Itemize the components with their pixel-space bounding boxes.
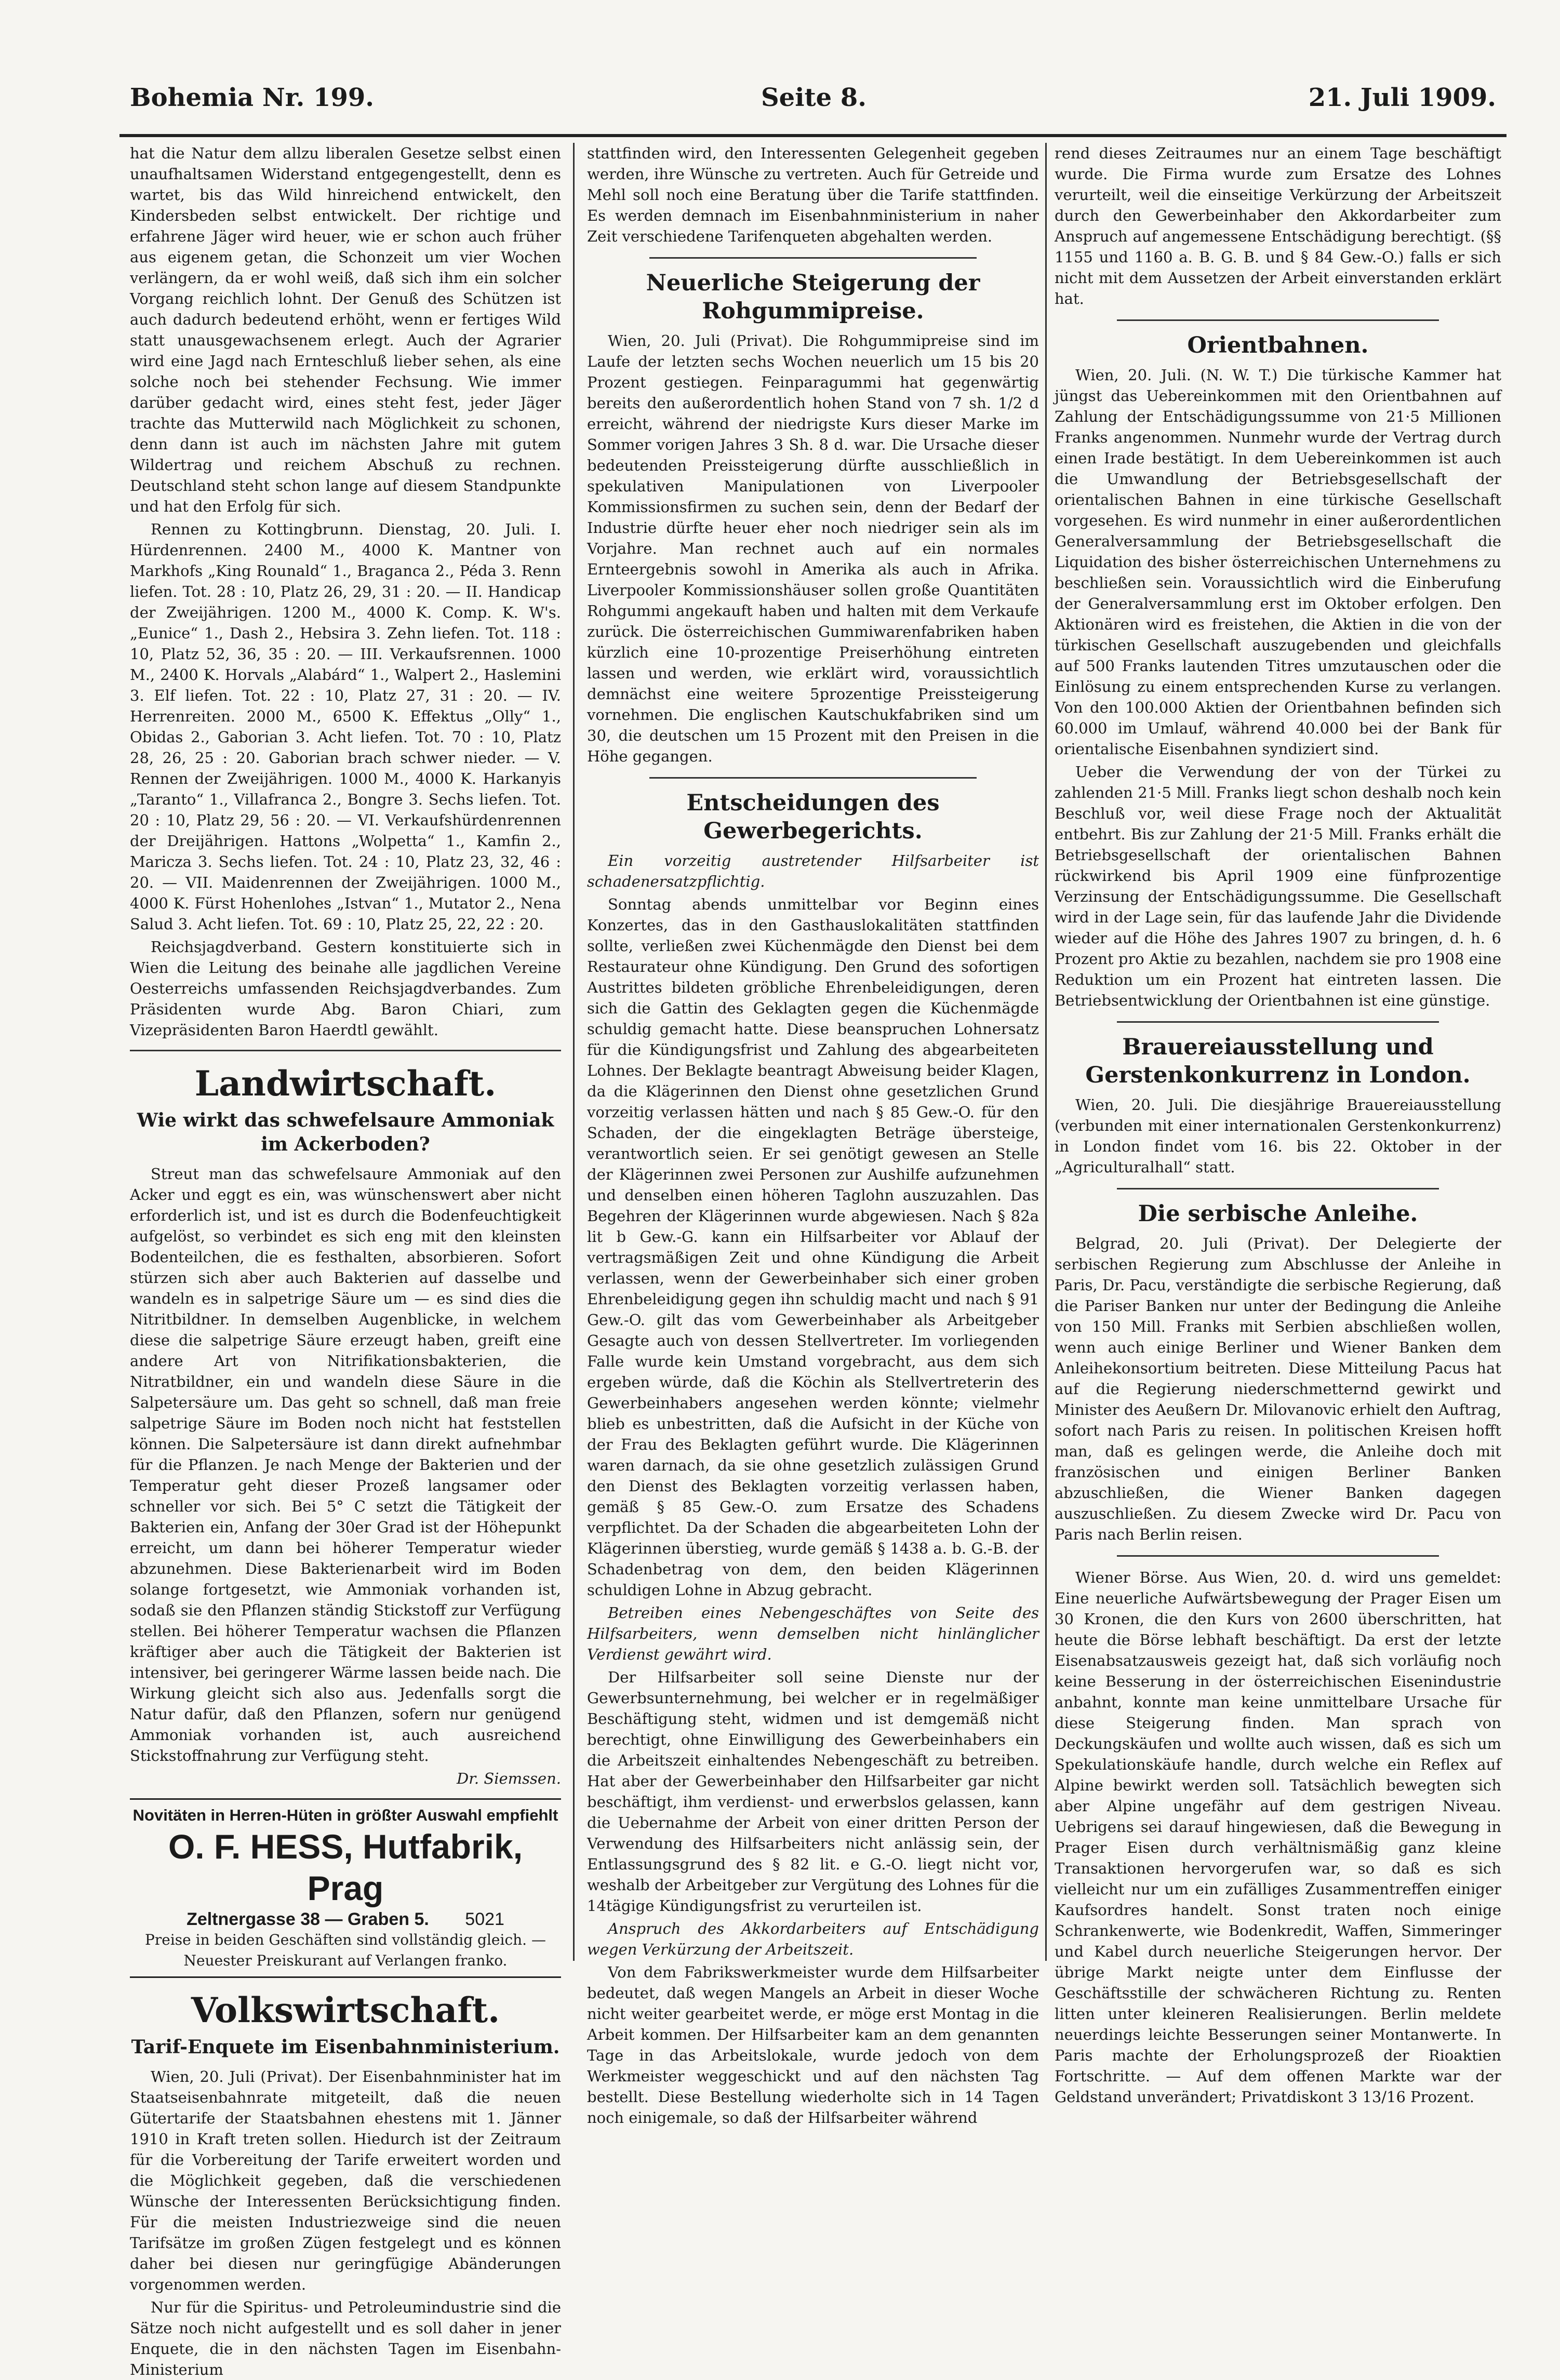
court-case-2-body: Der Hilfsarbeiter soll seine Dienste nur der Gewerbsunternehmung, bei welcher er in regelmäßiger Beschäftigung steht, widmen und ist demgemäß nicht berechtigt, ohne Einwilligung des Gewerbeinhabers ein die Arbeitszeit einhaltendes Nebengeschäft zu betreiben. Hat aber der Gewerbeinhaber den Hilfsarbeiter gar nicht beschäftigt, ihm verdienst- und erwerbslos gelassen, kann die Uebernahme der Arbeit von einer dritten Person der Verwendung des Hilfsarbeiters nicht anlässig sein, der Entlassungsgrund des § 82 lit. e G.-O. liegt nicht vor, weshalb der Arbeitgeber zur Vergütung des Lohnes für die 14tägige Kündigungsfrist zu verurteilen ist. <box>587 1668 1039 1915</box>
divider <box>649 257 977 259</box>
court-case-2-title: Betreiben eines Nebengeschäftes von Seite des Hilfsarbeiters, wenn demselben nicht hinlänglicher Verdienst gewährt wird. <box>587 1604 1039 1663</box>
article-title-ammonia: Wie wirkt das schwefelsaure Ammoniak im Ackerboden? <box>137 1109 554 1155</box>
page-header <box>130 83 1496 130</box>
divider <box>130 1050 561 1051</box>
race-results: Rennen zu Kottingbrunn. Dienstag, 20. Juli. I. Hürdenrennen. 2400 M., 4000 K. Mantner von Markhofs „King Rounald“ 1., Braganca 2., Péda 3. Renn liefen. Tot. 28 : 10, Platz 26, 29, 31 : 20. — II. Handicap der Zweijährigen. 1200 M., 4000 K. Comp. K. W's. „Eunice“ 1., Dash 2., Hebsira 3. Zehn liefen. Tot. 118 : 10, Platz 52, 36, 35 : 20. — III. Verkaufsrennen. 1000 M., 2400 K. Horvals „Alabárd“ 1., Walpert 2., Haslemini 3. Elf liefen. Tot. 22 : 10, Platz 27, 31 : 20. — IV. Herrenreiten. 2000 M., 6500 K. Effektus „Olly“ 1., Obidas 2., Gaborian 3. Acht liefen. Tot. 70 : 10, Platz 28, 26, 25 : 20. Gaborian brach schwer nieder. — V. Rennen der Zweijährigen. 1000 M., 4000 K. Harkanyis „Taranto“ 1., Villafranca 2., Bongre 3. Sechs liefen. Tot. 20 : 10, Platz 29, 56 : 20. — VI. Verkaufshürdenrennen der Dreijährigen. Hattons „Wolpetta“ 1., Kamfin 2., Maricza 3. Sechs liefen. Tot. 24 : 10, Platz 23, 32, 46 : 20. — VII. Maidenrennen der Zweijährigen. 1000 M., 4000 K. Fürst Hohenlohes „Istvan“ 1., Mutator 2., Nena Salud 3. Acht liefen. Tot. 69 : 10, Platz 25, 22, 22 : 20. <box>130 520 561 933</box>
header-issue: Bohemia Nr. 199. <box>130 83 374 112</box>
divider <box>1117 1555 1439 1557</box>
article-body-vienna-stock-exchange: Wiener Börse. Aus Wien, 20. d. wird uns gemeldet: Eine neuerliche Aufwärtsbewegung der Prager Eisen um 30 Kronen, die den Kurs von 2600 überschritten, hat heute die Börse lebhaft beschäftigt. Da erst der letzte Eisenabsatzausweis gezeigt hat, daß sich vorläufig noch keine Besserung in der österreichischen Eisenindustrie anbahnt, konnte man keine unmittelbare Ursache für diese Steigerung finden. Man sprach von Deckungskäufen und wollte auch wissen, daß es sich um Spekulationskäufe handle, durch welche ein Reflex auf Alpine bewirkt werden soll. Tatsächlich bewegten sich aber Alpine ungefähr auf dem gestrigen Niveau. Uebrigens sei darauf hingewiesen, daß die Bewegung in Prager Eisen durch verhältnismäßig ganz kleine Transaktionen hervorgerufen war, so daß es sich vielleicht nur um ein zufälliges Zusammentreffen einiger Kaufsordres handelt. Sonst traten noch einige Schrankenwerte, wie Bodenkredit, Waffen, Simmeringer und Kabel durch neuerliche Steigerungen hervor. Der übrige Markt neigte unter dem Einflusse der Geschäftsstille der schwächeren Richtung zu. Renten litten unter kleineren Realisierungen. Berlin meldete neuerdings leichte Besserungen seiner Montanwerte. In Paris machte der Erholungsprozeß der Rioaktien Fortschritte. — Auf dem offenen Markte war der Geldstand unverändert; Privatdiskont 3 13/16 Prozent. <box>1055 1569 1501 2106</box>
court-case-3-body: Von dem Fabrikswerkmeister wurde dem Hilfsarbeiter bedeutet, daß wegen Mangels an Arbeit in dieser Woche nicht weiter gearbeitet werde, er möge erst Montag in die Arbeit kommen. Der Hilfsarbeiter kam an dem genannten Tage in das Arbeitslokale, wurde jedoch von dem Werkmeister weggeschickt und auf den nächsten Tag bestellt. Diese Bestellung wiederholte sich in 14 Tagen noch einigemale, so daß der Hilfsarbeiter während <box>587 1963 1039 2127</box>
article-title-court: Entscheidungen des Gewerbegerichts. <box>686 790 940 844</box>
header-rule <box>119 134 1506 137</box>
article-body-serbian-loan: Belgrad, 20. Juli (Privat). Der Delegierte der serbischen Regierung zum Abschlusse der Anleihe in Paris, Dr. Pacu, verständigte die serbische Regierung, daß die Pariser Banken nur unter der Bedingung die Anleihe von 150 Mill. Franks mit Serbien abschließen wollen, wenn auch einige Berliner und Wiener Banken dem Anleihekonsortium beitreten. Diese Mitteilung Pacus hat auf die Regierung niederschmetternd gewirkt und Minister des Aeußern Dr. Milovanovic erhielt den Auftrag, sofort nach Paris zu reisen. In politischen Kreisen hofft man, daß es gelingen werde, die Anleihe doch mit französischen und einigen Berliner Banken abzuschließen, die Wiener Banken dagegen auszuschließen. Zu diesem Zwecke wird Dr. Pacu von Paris nach Berlin reisen. <box>1055 1235 1501 1543</box>
column-1 <box>130 143 561 2378</box>
article-body-tariff: Wien, 20. Juli (Privat). Der Eisenbahnminister hat im Staatseisenbahnrate mitgeteilt, daß die neuen Gütertarife der Staatsbahnen ehestens mit 1. Jänner 1910 in Kraft treten sollen. Hiedurch ist der Zeitraum für die Vorbereitung der Tarife erweitert worden und die Möglichkeit gegeben, daß die verschiedenen Wünsche der Interessenten Berücksichtigung finden. Für die meisten Industriezweige sind die neuen Tarifsätze im großen Zügen festgelegt und es können daher bei diesen nur geringfügige Abänderungen vorgenommen werden. <box>130 2068 561 2293</box>
article-title-rubber: Neuerliche Steigerung der Rohgummipreise. <box>646 270 980 324</box>
court-case-3-title: Anspruch des Akkordarbeiters auf Entschädigung wegen Verkürzung der Arbeitszeit. <box>587 1920 1039 1958</box>
divider <box>1117 319 1439 321</box>
ad-address <box>130 1909 561 1930</box>
court-case-1-title: Ein vorzeitig austretender Hilfsarbeiter ist schadenersatzpflichtig. <box>587 852 1039 890</box>
court-case-1-body: Sonntag abends unmittelbar vor Beginn eines Konzertes, das in den Gasthauslokalitäten stattfinden sollte, verließen zwei Küchenmägde den Dienst bei dem Restaurateur ohne Kündigung. Den Grund des sofortigen Austrittes bildeten gröbliche Ehrenbeleidigungen, deren sich die Gattin des Geklagten gegen die Küchenmägde schuldig gemacht hatte. Diese beanspruchen Lohnersatz für die Kündigungsfrist und Zahlung des abgearbeiteten Lohnes. Der Beklagte beantragt Abweisung beider Klagen, da die Klägerinnen den Dienst ohne gesetzlichen Grund vorzeitig verlassen hätten und nach § 85 Gew.-O. für den Schaden, der die eingeklagten Beträge übersteige, verantwortlich seien. Er sei genötigt gewesen an Stelle der Klägerinnen zwei Personen zur Aushilfe aufzunehmen und denselben einen höheren Taglohn auszuzahlen. Das Begehren der Klägerinnen wurde abgewiesen. Nach § 82a lit b Gew.-G. kann ein Hilfsarbeiter vor Ablauf der vertragsmäßigen Zeit und ohne Kündigung die Arbeit verlassen, wenn der Gewerbeinhaber sich einer groben Ehrenbeleidigung gegen ihn schuldig macht und nach § 91 Gew.-O. gilt das vom Gewerbeinhaber als Arbeitgeber Gesagte auch von dessen Stellvertreter. Im vorliegenden Falle wurde kein Umstand vorgebracht, aus dem sich ergeben würde, daß die Köchin als Stellvertreterin des Gewerbeinhabers angesehen werden könnte; vielmehr blieb es unbestritten, daß die Aufsicht in der Küche von der Frau des Beklagten geführt wurde. Die Klägerinnen waren darnach, da sie ohne gesetzlich zulässigen Grund den Dienst des Beklagten vorzeitig verlassen haben, gemäß § 85 Gew.-O. zum Ersatze des Schadens verpflichtet. Da der Schaden die abgearbeiteten Lohn der Klägerinnen überstieg, wurde gemäß § 1438 a. b. G.-B. der Schadenbetrag von dem, den beiden Klägerinnen schuldigen Lohne in Abzug gebracht. <box>587 895 1039 1599</box>
column-3 <box>1055 143 1501 2106</box>
column-2 <box>587 143 1039 2127</box>
article-body-orient-railways: Wien, 20. Juli. (N. W. T.) Die türkische Kammer hat jüngst das Uebereinkommen mit den Orientbahnen auf Zahlung der Entschädigungssumme von 21·5 Millionen Franks angenommen. Nunmehr wurde der Vertrag durch einen Irade bestätigt. In dem Uebereinkommen ist auch die Umwandlung der Betriebsgesellschaft der orientalischen Bahnen in eine türkische Gesellschaft vorgesehen. Es wird nunmehr in einer außerordentlichen Generalversammlung der Betriebsgesellschaft die Liquidation des bisher österreichischen Unternehmens zu beschließen sein. Voraussichtlich wird die Einberufung der Generalversammlung erst im Oktober erfolgen. Den Aktionären wird es freistehen, die Aktien in die von der türkischen Gesellschaft auszugebenden und gleichfalls auf 500 Franks lautenden Titres umzutauschen oder die Einlösung zu einem entsprechenden Kurse zu verlangen. Von den 100.000 Aktien der Orientbahnen befinden sich 60.000 im Umlauf, während 40.000 bei der Bank für orientalische Eisenbahnen syndiziert sind. <box>1055 366 1501 758</box>
article-body-brewery-exhibition: Wien, 20. Juli. Die diesjährige Brauereiausstellung (verbunden mit einer internationalen Gerstenkonkurrenz) in London findet vom 16. bis 22. Oktober in der „Agriculturalhall“ statt. <box>1055 1096 1501 1176</box>
divider <box>649 777 977 779</box>
article-body-ammonia: Streut man das schwefelsaure Ammoniak auf den Acker und eggt es ein, was wünschenswert aber nicht erforderlich ist, und ist es durch die Bodenfeuchtigkeit aufgelöst, so verbindet es sich eng mit den kleinsten Bodenteilchen, die es festhalten, absorbieren. Sofort stürzen sich aber auch Bakterien auf dasselbe und wandeln es in salpetrige Säure um — es sind dies die Nitritbildner. In demselben Augenblicke, in welchem diese die salpetrige Säure erzeugt haben, greift eine andere Art von Nitrifikationsbakterien, die Nitratbildner, ein und wandeln diese Säure in die Salpetersäure um. Das geht so schnell, daß man freie salpetrige Säure im Boden noch nicht hat feststellen können. Die Salpetersäure ist dann direkt aufnehmbar für die Pflanzen. Je nach Menge der Bakterien und der Temperatur geht dieser Prozeß langsamer oder schneller vor sich. Bei 5° C setzt die Tätigkeit der Bakterien ein, Anfang der 30er Grad ist der Höhepunkt erreicht, um dann bei höherer Temperatur wieder abzunehmen. Diese Bakterienarbeit wird im Boden solange fortgesetzt, wie Ammoniak vorhanden ist, sodaß sie den Pflanzen ständig Stickstoff zur Verfügung stellen. Bei höherer Temperatur wachsen die Pflanzen kräftiger aber auch die Tätigkeit der Bakterien ist intensiver, bei geringerer Wärme lassen beide nach. Die Wirkung gleicht sich also aus. Jedenfalls sorgt die Natur dafür, daß den Pflanzen, sofern nur genügend Ammoniak vorhanden ist, auch ausreichend Stickstoffnahrung zur Verfügung steht. <box>130 1165 561 1764</box>
hunting-article-end: hat die Natur dem allzu liberalen Gesetze selbst einen unaufhaltsamen Widerstand entgegengestellt, denn es wartet, bis das Wild hinreichend entwickelt, den Kindersbeden selbst entwickelt. Der richtige und erfahrene Jäger wird heuer, wie er schon auch früher aus eigenem getan, die Schonzeit um vier Wochen verlängern, da er wohl weiß, daß sich ihm ein solcher Vorgang reichlich lohnt. Der Genuß des Schützen ist auch dadurch bedeutend erhöht, wenn er fertiges Wild statt unausgewachsenem erlegt. Auch der Agrarier wird eine Jagd nach Ernteschluß lieber sehen, als eine solche noch bei stehender Fechsung. Wie immer darüber gedacht wird, eines steht fest, jeder Jäger trachte das Mutterwild nach Möglichkeit zu schonen, denn dann ist auch im nächsten Jahre mit gutem Wildertrag und reichem Abschuß zu rechnen. Deutschland steht schon lange auf diesem Standpunkte und hat den Erfolg für sich. <box>130 144 561 515</box>
ad-number: 5021 <box>465 1909 504 1929</box>
hat-shop-advertisement <box>130 1798 561 1978</box>
ad-address-text: Zeltnergasse 38 — Graben 5. <box>186 1909 429 1929</box>
article-body-tariff-2: Nur für die Spiritus- und Petroleumindustrie sind die Sätze noch nicht aufgestellt und es soll daher in jener Enquete, die in den nächsten Tagen im Eisenbahn-Ministerium <box>130 2298 561 2378</box>
article-body-orient-railways-2: Ueber die Verwendung der von der Türkei zu zahlenden 21·5 Mill. Franks liegt schon deshalb noch kein Beschluß vor, weil diese Frage noch der Aktualität entbehrt. Bis zur Zahlung der 21·5 Mill. Franks erhält die Betriebsgesellschaft der orientalischen Bahnen rückwirkend bis April 1909 eine fünfprozentige Verzinsung der Entschädigungssumme. Die Gesellschaft wird in der Lage sein, für das laufende Jahr die Dividende wieder auf die Höhe des Jahres 1907 zu bringen, d. h. 6 Prozent pro Aktie zu bezahlen, nachdem sie pro 1908 eine Reduktion um ein Prozent hat eintreten lassen. Die Betriebsentwicklung der Orientbahnen ist eine günstige. <box>1055 763 1501 1009</box>
header-page-number: Seite 8. <box>761 83 866 112</box>
column-divider <box>573 143 575 1961</box>
column-divider <box>1045 143 1047 1961</box>
header-date: 21. Juli 1909. <box>1308 83 1496 112</box>
hunting-association-news: Reichsjagdverband. Gestern konstituierte sich in Wien die Leitung des beinahe alle jagdlichen Vereine Oesterreichs umfassenden Reichsjagdverbandes. Zum Präsidenten wurde Abg. Baron Chiari, zum Vizepräsidenten Baron Haerdtl gewählt. <box>130 938 561 1039</box>
ad-company-name: O. F. HESS, Hutfabrik, Prag <box>168 1827 523 1907</box>
article-title-serbian-loan: Die serbische Anleihe. <box>1138 1201 1418 1227</box>
ad-price-note: Preise in beiden Geschäften sind vollständig gleich. — Neuester Preiskurant auf Verlangen franko. <box>145 1931 546 1969</box>
divider <box>1117 1021 1439 1023</box>
ad-tagline: Novitäten in Herren-Hüten in größter Auswahl empfiehlt <box>132 1806 558 1824</box>
article-title-tariff: Tarif-Enquete im Eisenbahnministerium. <box>131 2036 560 2058</box>
divider <box>1117 1188 1439 1189</box>
article-signature: Dr. Siemssen. <box>457 1770 561 1787</box>
court-article-end: rend dieses Zeitraumes nur an einem Tage beschäftigt wurde. Die Firma wurde zum Ersatze des Lohnes verurteilt, weil die einseitige Verkürzung der Arbeitszeit durch den Gewerbeinhaber den Akkordarbeiter zum Anspruch auf angemessene Entschädigung berechtigt. (§§ 1155 und 1160 a. B. G. B. und § 84 Gew.-O.) falls er sich nicht mit dem Aussetzen der Arbeit einverstanden erklärt hat. <box>1055 144 1501 307</box>
section-title-economy: Volkswirtschaft. <box>191 1990 500 2030</box>
article-title-brewery-exhibition: Brauereiausstellung und Gerstenkonkurrenz in London. <box>1085 1034 1471 1088</box>
article-body-rubber: Wien, 20. Juli (Privat). Die Rohgummipreise sind im Laufe der letzten sechs Wochen neuerlich um 15 bis 20 Prozent gestiegen. Feinparagummi hat gegenwärtig bereits den außerordentlich hohen Stand von 7 sh. 1/2 d erreicht, während der niedrigste Kurs dieser Marke im Sommer vorigen Jahres 3 Sh. 8 d. war. Die Ursache dieser bedeutenden Preissteigerung dürfte ausschließlich in spekulativen Manipulationen von Liverpooler Kommissionsfirmen zu suchen sein, denn der Bedarf der Industrie dürfte heuer eher noch niedriger sein als im Vorjahre. Man rechnet auch auf ein normales Ernteergebnis sowohl in Amerika als auch in Afrika. Liverpooler Kommissionshäuser sollen große Quantitäten Rohgummi angekauft haben und halten mit dem Verkaufe zurück. Die österreichischen Gummiwarenfabriken haben kürzlich eine 10-prozentige Preiserhöhung eintreten lassen und werden, wie erklärt wird, voraussichtlich demnächst eine weitere 5prozentige Preissteigerung vornehmen. Die englischen Kautschukfabriken sind um 30, die deutschen um 15 Prozent mit den Preisen in die Höhe gegangen. <box>587 332 1039 765</box>
section-title-agriculture: Landwirtschaft. <box>194 1063 497 1104</box>
article-title-orient-railways: Orientbahnen. <box>1187 332 1369 358</box>
tariff-article-end: stattfinden wird, den Interessenten Gelegenheit gegeben werden, ihre Wünsche zu vertreten. Auch für Getreide und Mehl soll noch eine Beratung über die Tarife stattfinden. Es werden demnach im Eisenbahnministerium in naher Zeit verschiedene Tarifenqueten abgehalten werden. <box>587 144 1039 245</box>
